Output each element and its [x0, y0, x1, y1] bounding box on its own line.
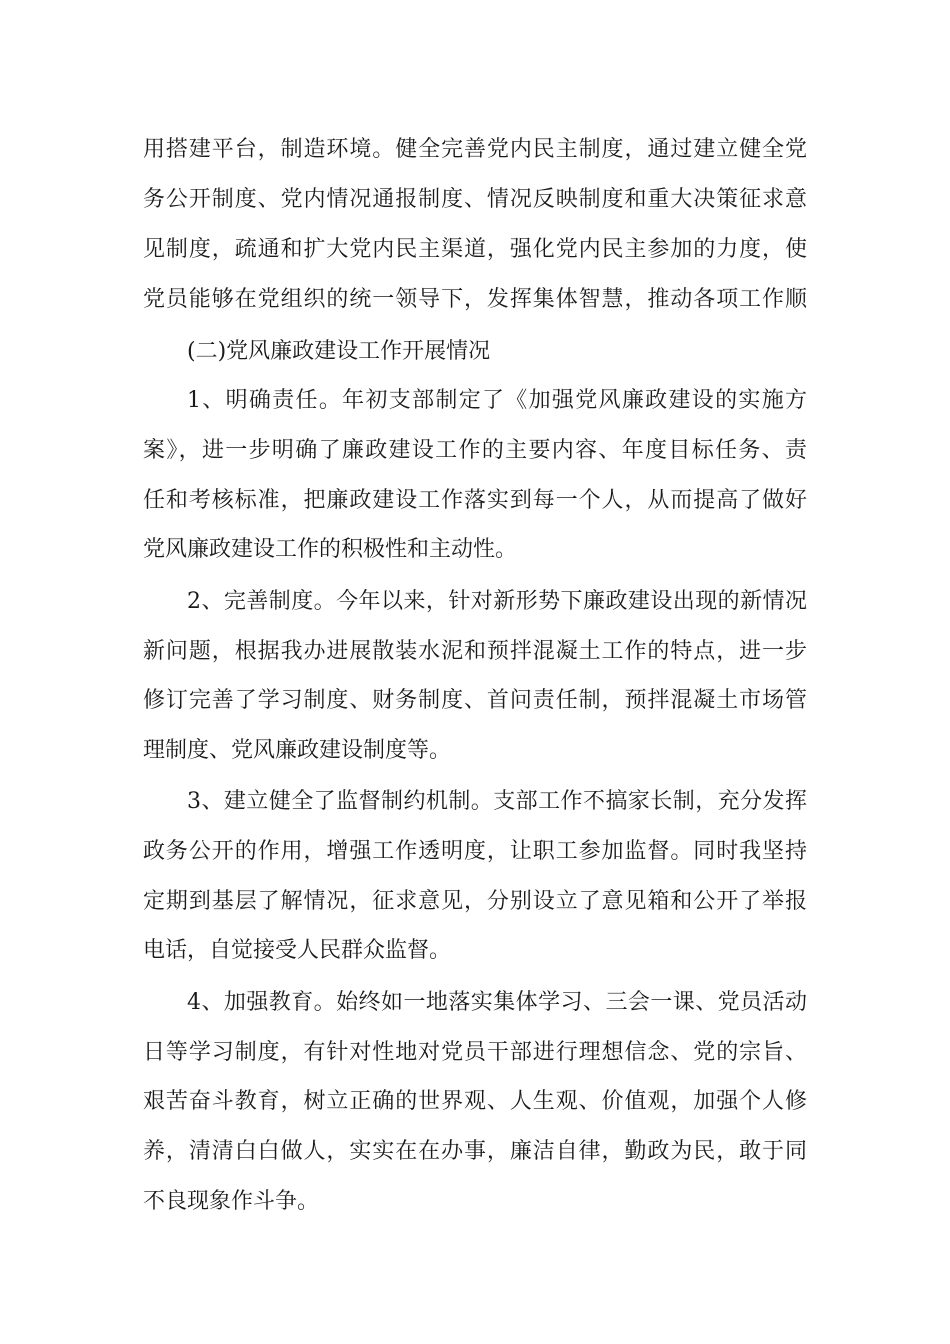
paragraph-1-line-0: 1、明确责任。年初支部制定了《加强党风廉政建设的实施方 [187, 388, 807, 413]
paragraph-0-line-0: 用搭建平台，制造环境。健全完善党内民主制度，通过建立健全党 [143, 137, 807, 162]
paragraph-3-line-3: 电话，自觉接受人民群众监督。 [143, 938, 452, 963]
paragraph-2-line-2: 修订完善了学习制度、财务制度、首问责任制，预拌混凝土市场管 [143, 688, 807, 713]
paragraph-4-line-2: 艰苦奋斗教育，树立正确的世界观、人生观、价值观，加强个人修 [143, 1089, 807, 1114]
paragraph-0-line-3: 党员能够在党组织的统一领导下，发挥集体智慧，推动各项工作顺 [143, 287, 807, 312]
paragraph-2-line-0: 2、完善制度。今年以来，针对新形势下廉政建设出现的新情况 [187, 589, 807, 614]
paragraph-0-line-2: 见制度，疏通和扩大党内民主渠道，强化党内民主参加的力度，使 [143, 237, 807, 262]
paragraph-3-line-1: 政务公开的作用，增强工作透明度，让职工参加监督。同时我坚持 [143, 839, 807, 864]
paragraph-4-line-4: 不良现象作斗争。 [143, 1189, 320, 1214]
paragraph-2-line-1: 新问题，根据我办进展散装水泥和预拌混凝土工作的特点，进一步 [143, 639, 807, 664]
paragraph-3-line-0: 3、建立健全了监督制约机制。支部工作不搞家长制，充分发挥 [187, 789, 807, 814]
paragraph-4-line-3: 养，清清白白做人，实实在在办事，廉洁自律，勤政为民，敢于同 [143, 1139, 807, 1164]
paragraph-1-line-2: 任和考核标准，把廉政建设工作落实到每一个人，从而提高了做好 [143, 488, 807, 513]
section-heading: (二)党风廉政建设工作开展情况 [187, 339, 491, 364]
paragraph-1-line-1: 案》，进一步明确了廉政建设工作的主要内容、年度目标任务、责 [143, 438, 807, 463]
paragraph-3-line-2: 定期到基层了解情况，征求意见，分别设立了意见箱和公开了举报 [143, 889, 807, 914]
paragraph-1-line-3: 党风廉政建设工作的积极性和主动性。 [143, 537, 518, 562]
paragraph-0-line-1: 务公开制度、党内情况通报制度、情况反映制度和重大决策征求意 [143, 187, 807, 212]
paragraph-2-line-3: 理制度、党风廉政建设制度等。 [143, 738, 452, 763]
paragraph-4-line-0: 4、加强教育。始终如一地落实集体学习、三会一课、党员活动 [187, 990, 807, 1015]
paragraph-4-line-1: 日等学习制度，有针对性地对党员干部进行理想信念、党的宗旨、 [143, 1040, 807, 1065]
